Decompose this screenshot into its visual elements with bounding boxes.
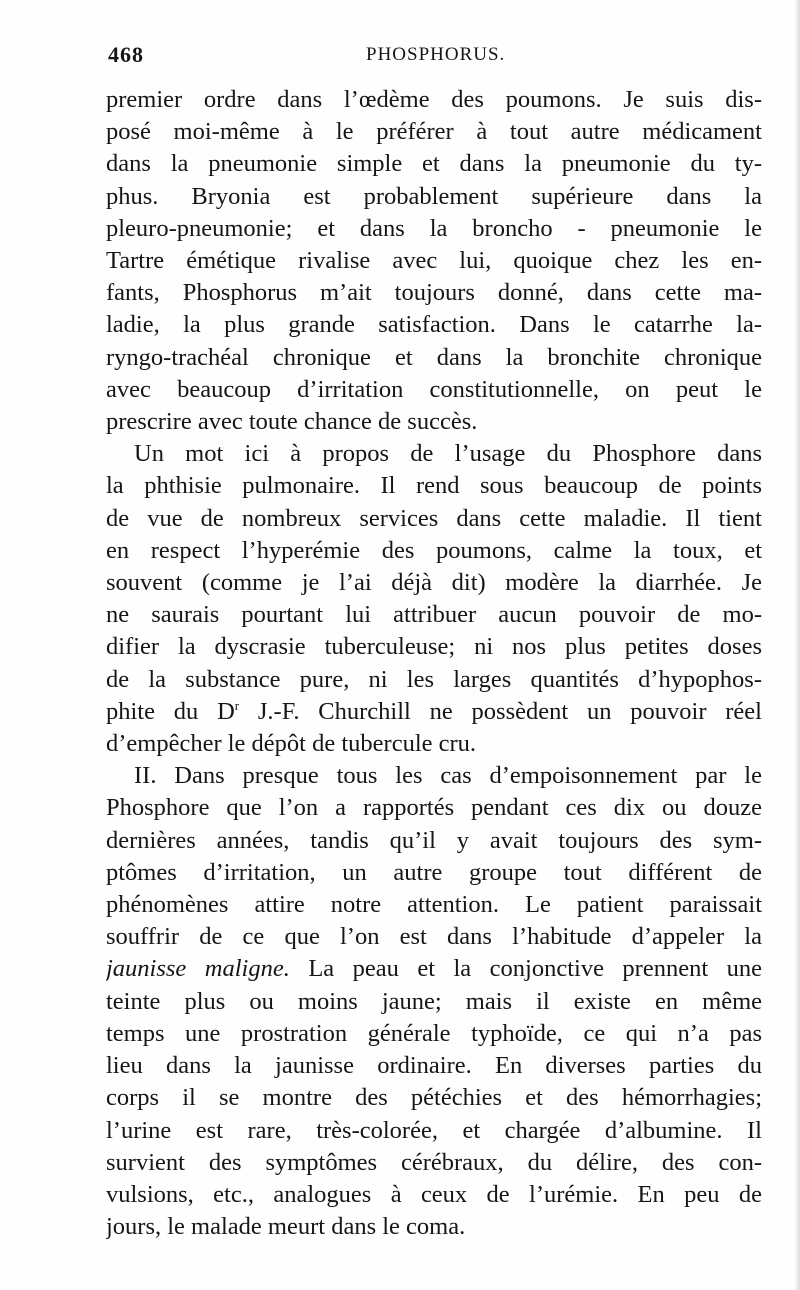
text-line: difier la dyscrasie tuberculeuse; ni nos plus petites doses (106, 633, 762, 661)
text-line: d’empêcher le dépôt de tubercule cru. (106, 730, 477, 758)
text-line: ne saurais pourtant lui attribuer aucun pouvoir de mo- (106, 601, 762, 629)
text-line: ptômes d’irritation, un autre groupe tout différent de (106, 858, 762, 886)
page-edge-shadow (794, 0, 800, 1290)
text-fragment: phite du D (106, 697, 235, 725)
superscript: r (234, 697, 240, 713)
text-line: souvent (comme je l’ai déjà dit) modère la diarrhée. Je (106, 569, 762, 597)
text-fragment: La peau et la conjonctive prennent une (289, 955, 762, 983)
text-line: de la substance pure, ni les larges quantités d’hypophos- (106, 665, 762, 693)
text-line: ryngo-trachéal chronique et dans la bronchite chronique (106, 343, 762, 371)
italic-term: jaunisse maligne. (106, 955, 290, 983)
page-header (108, 42, 758, 78)
text-line: fants, Phosphorus m’ait toujours donné, dans cette ma- (106, 279, 762, 307)
text-line: dans la pneumonie simple et dans la pneumonie du ty- (106, 150, 762, 178)
text-line: Phosphore que l’on a rapportés pendant ces dix ou douze (106, 794, 762, 822)
text-fragment: J.-F. Churchill ne possèdent un pouvoir réel (239, 697, 762, 725)
text-line: Un mot ici à propos de l’usage du Phosphore dans (134, 440, 762, 468)
text-line: temps une prostration générale typhoïde, ce qui n’a pas (106, 1019, 762, 1047)
text-line (106, 953, 762, 985)
text-line: vulsions, etc., analogues à ceux de l’urémie. En peu de (106, 1180, 762, 1208)
running-title: PHOSPHORUS. (366, 44, 506, 65)
text-line (106, 696, 762, 728)
page-number: 468 (108, 42, 144, 67)
text-line: II. Dans presque tous les cas d’empoisonnement par le (134, 762, 762, 790)
text-line: souffrir de ce que l’on est dans l’habitude d’appeler la (106, 923, 762, 951)
text-line: phénomènes attire notre attention. Le patient paraissait (106, 891, 762, 919)
text-line: lieu dans la jaunisse ordinaire. En diverses parties du (106, 1052, 762, 1080)
text-line: corps il se montre des pétéchies et des hémorrhagies; (106, 1084, 762, 1112)
text-line: Tartre émétique rivalise avec lui, quoique chez les en- (106, 247, 762, 275)
text-line: de vue de nombreux services dans cette maladie. Il tient (106, 504, 762, 532)
text-line: en respect l’hyperémie des poumons, calme la toux, et (106, 536, 762, 564)
text-line: avec beaucoup d’irritation constitutionnelle, on peut le (106, 375, 762, 403)
paragraph-2 (106, 438, 762, 760)
paragraph-1 (106, 84, 762, 438)
text-line: phus. Bryonia est probablement supérieure dans la (106, 182, 762, 210)
paragraph-3 (106, 760, 762, 1243)
text-line: survient des symptômes cérébraux, du délire, des con- (106, 1148, 762, 1176)
body-text (106, 84, 762, 1243)
text-line: la phthisie pulmonaire. Il rend sous beaucoup de points (106, 472, 762, 500)
text-line: premier ordre dans l’œdème des poumons. Je suis dis- (106, 86, 762, 113)
text-line: pleuro-pneumonie; et dans la broncho - pneumonie le (106, 214, 762, 242)
text-line: posé moi-même à le préférer à tout autre médicament (106, 118, 762, 146)
text-line: prescrire avec toute chance de succès. (106, 408, 478, 436)
text-line: jours, le malade meurt dans le coma. (106, 1213, 466, 1241)
text-line: l’urine est rare, très-colorée, et chargée d’albumine. Il (106, 1116, 762, 1144)
text-line: teinte plus ou moins jaune; mais il existe en même (106, 987, 762, 1015)
text-line: ladie, la plus grande satisfaction. Dans le catarrhe la- (106, 311, 762, 339)
text-line: dernières années, tandis qu’il y avait toujours des sym- (106, 826, 762, 854)
